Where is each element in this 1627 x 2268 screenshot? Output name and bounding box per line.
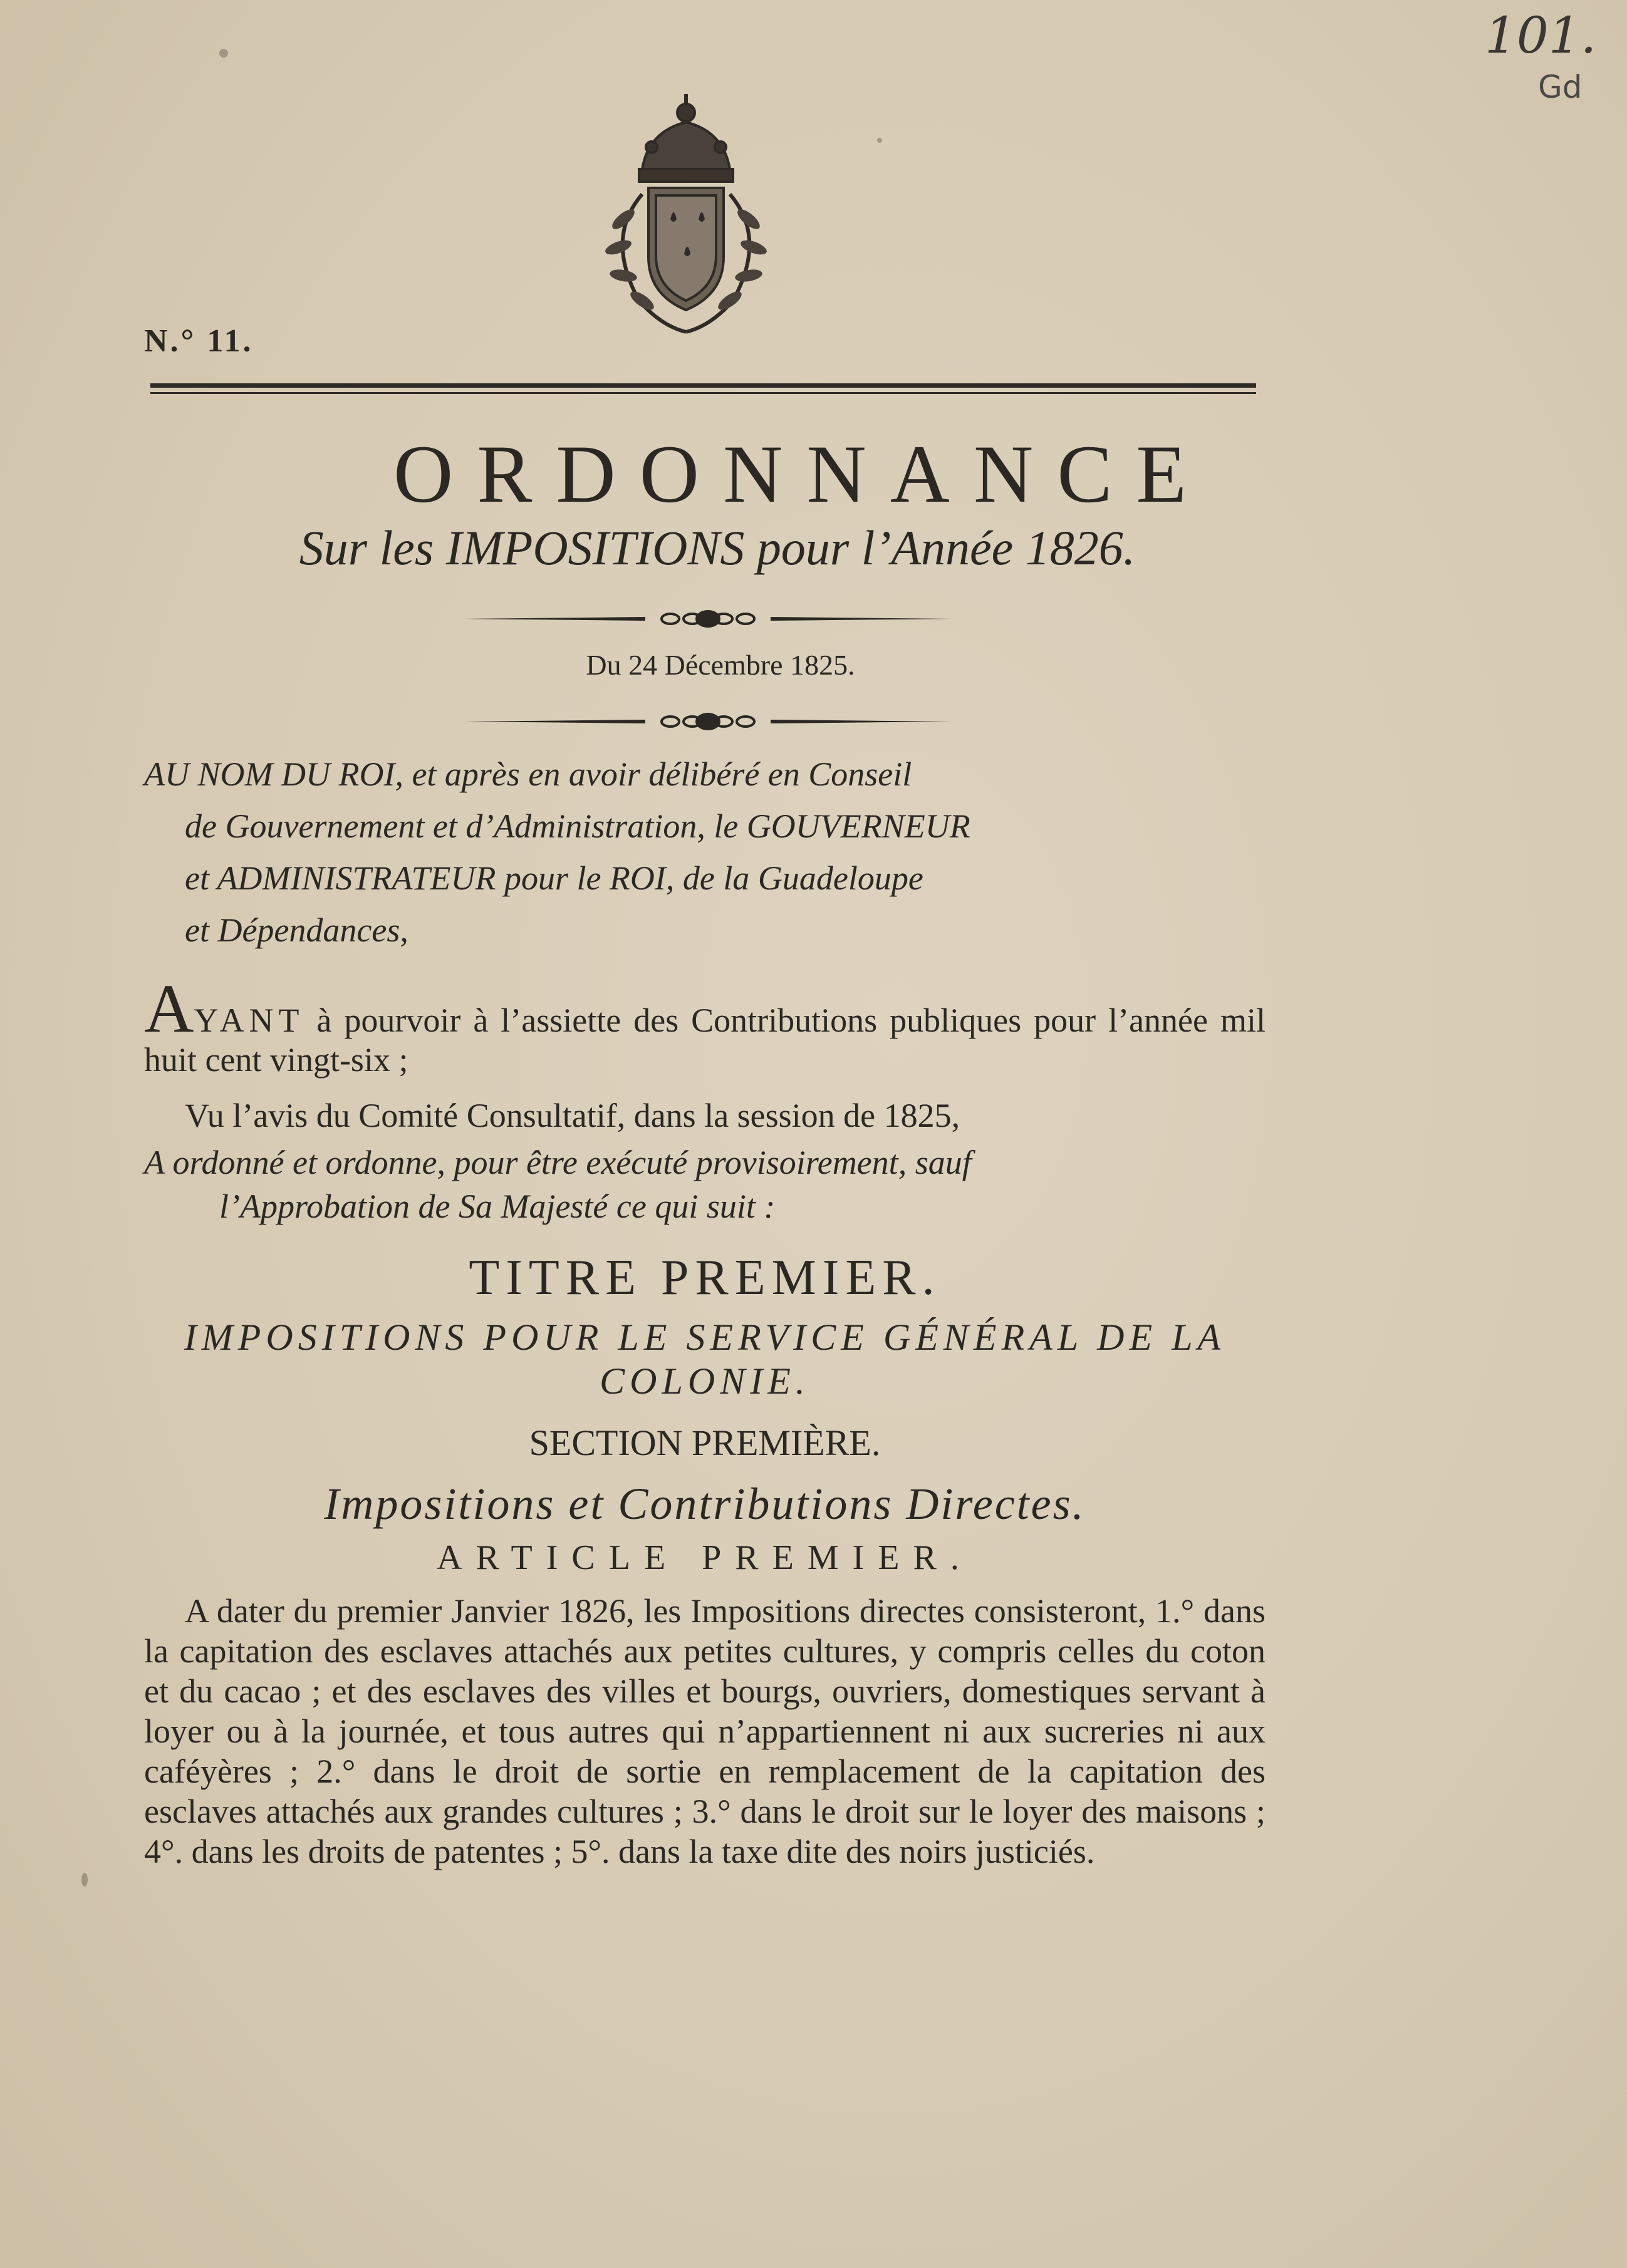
preamble-line: AU NOM DU ROI, et après en avoir délibéré en Conseil bbox=[144, 755, 912, 793]
header-rule-thin bbox=[150, 392, 1256, 394]
header-rule bbox=[150, 383, 1256, 388]
titre-heading: TITRE PREMIER. bbox=[469, 1250, 941, 1305]
ayant-text: à pourvoir à l’assiette des Contributions publiques pour l’année mil huit cent vingt-six ; bbox=[144, 1002, 1266, 1079]
ornamental-divider bbox=[464, 709, 952, 734]
stamp-mark: Gd bbox=[1538, 69, 1583, 105]
considerant-ayant bbox=[144, 970, 1266, 1080]
ordonne-line: l’Approbation de Sa Majesté ce qui suit : bbox=[219, 1188, 776, 1225]
article-body: A dater du premier Janvier 1826, les Impositions directes consisteront, 1.° dans la capitation des esclaves attachés aux petites cultures, y compris celles du coton et du cacao ; et des esclaves des villes et bourgs, ouvriers, domestiques servant à loyer ou à la journée, et tous autres qui n’appartiennent ni aux sucreries ni aux caféyères ; 2.° dans le droit de sortie en remplacement de la capitation des esclaves attachés aux grandes cultures ; 3.° dans le droit sur le loyer des maisons ; 4°. dans les droits de patentes ; 5°. dans la taxe dite des noirs justiciés. bbox=[144, 1592, 1266, 1870]
section-heading: SECTION PREMIÈRE. bbox=[529, 1422, 881, 1463]
article-heading: ARTICLE PREMIER. bbox=[437, 1538, 973, 1577]
preamble-line: de Gouvernement et d’Administration, le GOUVERNEUR bbox=[185, 807, 970, 845]
ordonne-line: A ordonné et ordonne, pour être exécuté provisoirement, sauf bbox=[144, 1144, 972, 1181]
ordinance-number: N.° 11. bbox=[144, 323, 254, 359]
decree-date: Du 24 Décembre 1825. bbox=[586, 649, 855, 681]
document-title: ORDONNANCE bbox=[393, 428, 1210, 520]
royal-coat-of-arms-icon bbox=[580, 94, 793, 344]
considerant-vu: Vu l’avis du Comité Consultatif, dans la session de 1825, bbox=[185, 1097, 960, 1134]
drop-cap: A bbox=[144, 970, 194, 1047]
preamble-line: et Dépendances, bbox=[185, 911, 408, 949]
section-subheading: Impositions et Contributions Directes. bbox=[324, 1479, 1086, 1529]
document-subtitle: Sur les IMPOSITIONS pour l’Année 1826. bbox=[299, 520, 1136, 575]
paper-speck bbox=[877, 138, 882, 143]
titre-subheading: IMPOSITIONS POUR LE SERVICE GÉNÉRAL DE LA COLONIE. bbox=[184, 1317, 1226, 1402]
preamble bbox=[144, 748, 1266, 956]
preamble-line: et ADMINISTRATEUR pour le ROI, de la Guadeloupe bbox=[185, 859, 923, 897]
paper-speck bbox=[219, 49, 228, 58]
ornamental-divider bbox=[464, 606, 952, 631]
folio-number: 101. bbox=[1485, 6, 1597, 65]
paper-speck bbox=[81, 1873, 88, 1887]
ayant-caps: YANT bbox=[194, 1002, 304, 1039]
